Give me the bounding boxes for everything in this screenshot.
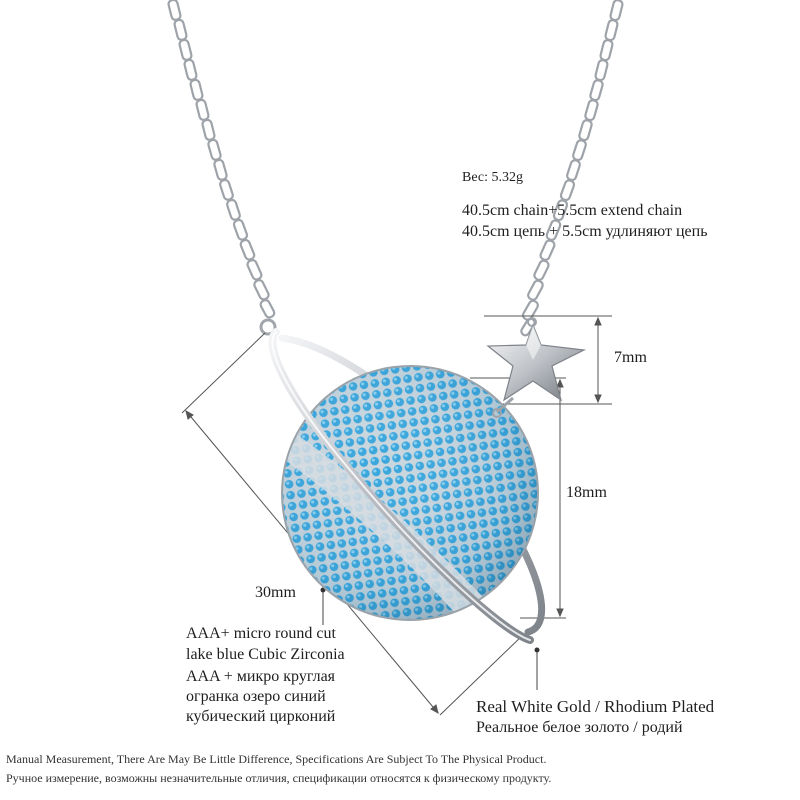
disclaimer-ru: Ручное измерение, возможны незначительные отличия, спецификации относятся к физическому продукту. [6,771,552,785]
stone-desc-en-line1: AAA+ micro round cut [186,625,336,642]
pendant-height-label: 18mm [566,484,607,501]
pendant-width-label: 30mm [255,584,296,601]
metal-desc-ru: Реальное белое золото / родий [476,719,683,736]
stone-desc-ru-line2: огранка озеро синий [186,688,326,705]
left-chain [168,0,276,319]
metal-desc-en: Real White Gold / Rhodium Plated [476,697,715,716]
stone-desc-ru-line3: кубический цирконий [186,708,336,725]
star-size-label: 7mm [614,349,647,366]
right-chain [520,0,623,337]
chain-length-ru: 40.5cm цепь + 5.5cm удлиняют цепь [462,223,708,240]
chain-length-en: 40.5cm chain+5.5cm extend chain [462,202,683,219]
stone-desc-en-line2: lake blue Cubic Zirconia [186,646,345,663]
metal-leader-dot [535,648,540,653]
disclaimer-en: Manual Measurement, There Are May Be Little Difference, Specifications Are Subject To The Physical Product. [6,752,547,766]
stone-desc-ru-line1: AAA + микро круглая [186,668,336,685]
weight-spec: Вес: 5.32g [462,170,524,185]
